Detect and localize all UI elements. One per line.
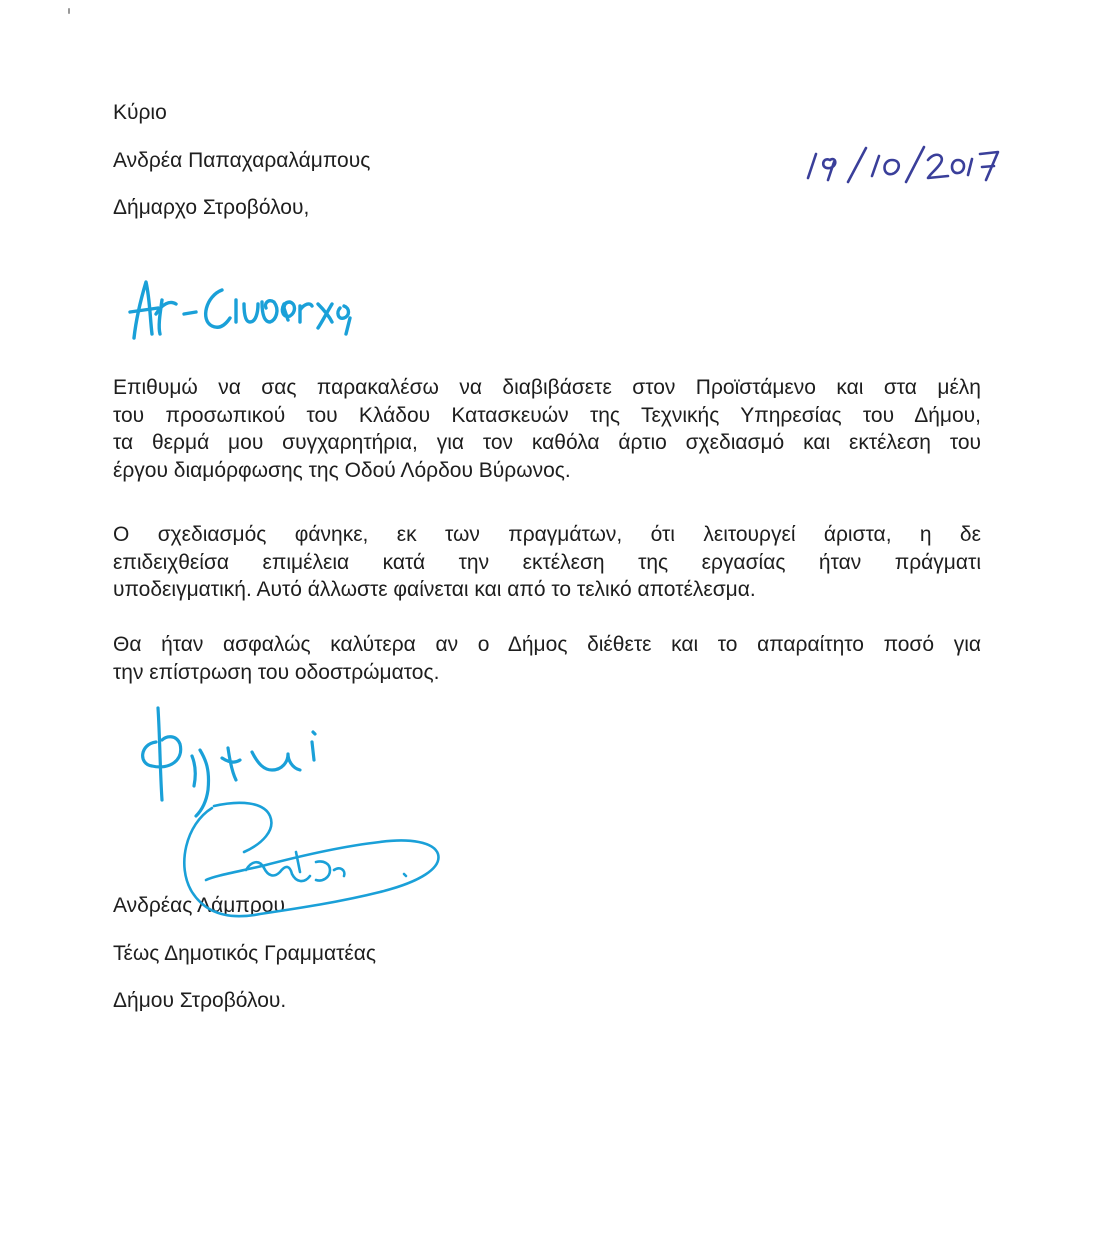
handwritten-closing [143,708,315,816]
paragraph-2-line-1: Ο σχεδιασμός φάνηκε, εκ των πραγμάτων, ότι λειτουργεί άριστα, η δε [113,523,981,546]
paragraph-1-line-3: τα θερμά μου συγχαρητήρια, για τον καθόλα άρτιο σχεδιασμό και εκτέλεση του [113,431,981,454]
paragraph-3-line-2: την επίστρωση του οδοστρώματος. [113,660,440,684]
handwritten-salutation [130,282,350,338]
paragraph-1-line-2: του προσωπικού του Κλάδου Κατασκευών της Τεχνικής Υπηρεσίας του Δήμου, [113,403,981,427]
paragraph-2-line-3: υποδειγματική. Αυτό άλλωστε φαίνεται και από το τελικό αποτέλεσμα. [113,578,756,601]
signatory-title: Τέως Δημοτικός Γραμματέας [113,942,377,965]
paragraph-2-line-2: επιδειχθείσα επιμέλεια κατά την εκτέλεση της εργασίας ήταν πράγματι [113,550,981,574]
body-paragraph-2 [113,521,981,604]
signatory-name: Ανδρέας Λάμπρου [113,894,285,917]
recipient-line-1: Κύριο [113,101,167,124]
recipient-title: Δήμαρχο Στροβόλου, [113,196,310,219]
body-paragraph-1 [113,374,981,484]
recipient-name: Ανδρέα Παπαχαραλάμπους [113,149,371,172]
body-paragraph-3 [113,631,981,686]
signatory-organization: Δήμου Στροβόλου. [113,989,287,1012]
handwritten-date [808,147,998,182]
paragraph-3-line-1: Θα ήταν ασφαλώς καλύτερα αν ο Δήμος διέθετε και το απαραίτητο ποσό για [113,633,981,656]
scan-speck [68,8,70,14]
paragraph-1-line-1: Επιθυμώ να σας παρακαλέσω να διαβιβάσετε στον Προϊστάμενο και στα μέλη [113,376,981,399]
paragraph-1-line-4: έργου διαμόρφωσης της Οδού Λόρδου Βύρωνος. [113,458,571,482]
